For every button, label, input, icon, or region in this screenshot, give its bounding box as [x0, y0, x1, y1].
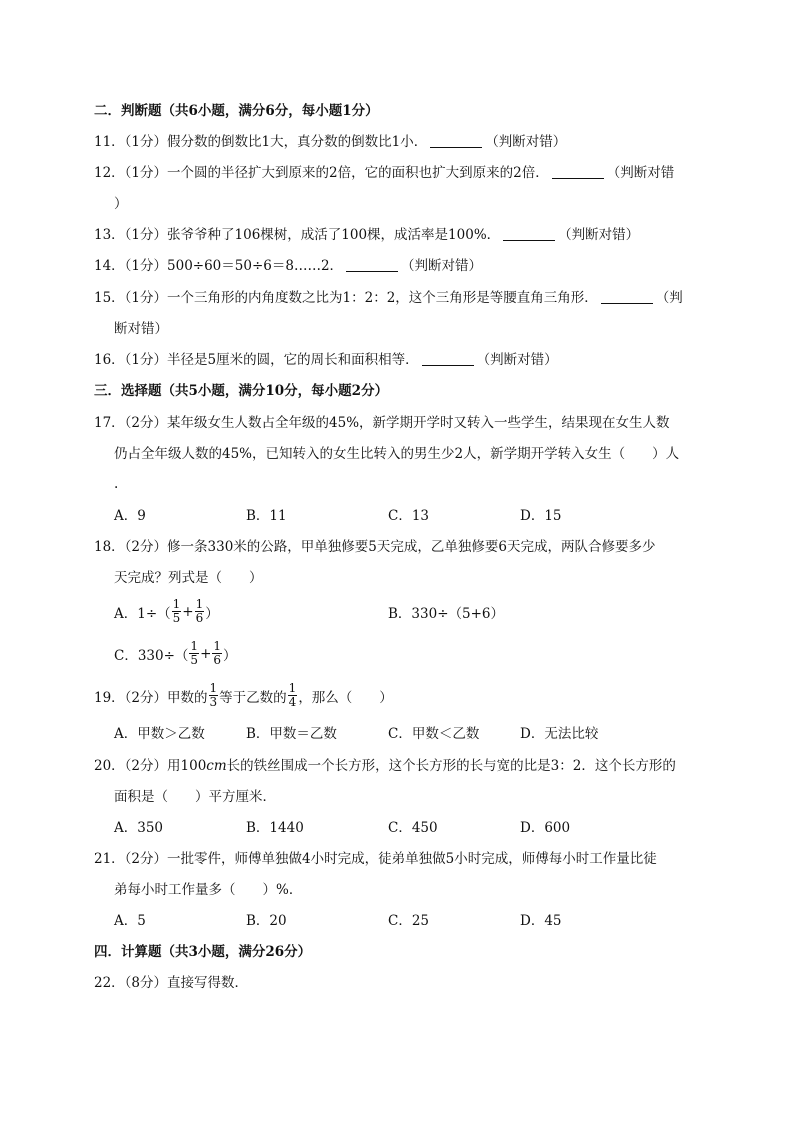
fraction-one-fifth [189, 640, 199, 667]
q19-option-b[interactable]: B．甲数＝乙数 [246, 726, 337, 742]
fraction-numerator: 1 [213, 639, 222, 653]
question-21-line-1: 21．（2分）一批零件，师傅单独做4小时完成，徒弟单独做5小时完成，师傅每小时工作量比徒 [94, 851, 657, 867]
q19-option-a[interactable]: A．甲数＞乙数 [114, 726, 205, 742]
q20-option-b[interactable]: B．1440 [246, 820, 304, 836]
question-17-line-2: 仍占全年级人数的45%，已知转入的女生比转入的男生少2人，新学期开学转入女生（ ）人 [114, 446, 680, 462]
question-17-line-3: . [114, 476, 119, 492]
question-12-tail: （判断对错 [606, 165, 675, 181]
fraction-one-third [209, 682, 219, 709]
fraction-denominator: 5 [172, 611, 181, 625]
close-paren: ） [223, 647, 237, 664]
question-11 [94, 132, 566, 152]
q18-option-c-prefix: C．330÷（ [114, 647, 189, 664]
fraction-numerator: 1 [190, 639, 199, 653]
fraction-numerator: 1 [288, 681, 297, 695]
fraction-numerator: 1 [195, 597, 204, 611]
fraction-denominator: 4 [288, 695, 297, 709]
question-19 [94, 682, 393, 709]
question-19-prefix: 19．（2分）甲数的 [94, 689, 208, 706]
question-12 [94, 163, 674, 183]
question-13-text: 13．（1分）张爷爷种了106棵树，成活了100棵，成活率是100%． [94, 227, 501, 243]
close-paren: ） [205, 605, 219, 622]
q18-option-a-prefix: A．1÷（ [114, 605, 171, 622]
fraction-denominator: 3 [209, 695, 218, 709]
question-15-tail: （判 [655, 290, 683, 306]
question-11-text: 11．（1分）假分数的倒数比1大，真分数的倒数比1小． [94, 134, 428, 150]
q18-option-a[interactable] [114, 598, 219, 625]
fraction-denominator: 5 [190, 653, 199, 667]
q21-option-c[interactable]: C．25 [388, 913, 430, 929]
q19-option-d[interactable]: D．无法比较 [520, 726, 599, 742]
q17-option-d[interactable]: D．15 [520, 508, 562, 524]
question-19-suffix: ，那么（ ） [298, 689, 393, 706]
question-20-line-1-a: 20．（2分）用100 [94, 758, 207, 774]
q17-option-b[interactable]: B．11 [246, 508, 287, 524]
q20-option-d[interactable]: D．600 [520, 820, 571, 836]
question-16-text: 16．（1分）半径是5厘米的圆，它的周长和面积相等． [94, 352, 419, 368]
question-20-line-1-b: 长的铁丝围成一个长方形，这个长方形的长与宽的比是3：2．这个长方形的 [226, 758, 676, 774]
q21-option-d[interactable]: D．45 [520, 913, 562, 929]
answer-blank[interactable] [346, 257, 398, 272]
question-13 [94, 225, 639, 245]
q20-option-a[interactable]: A．350 [114, 820, 164, 836]
q20-option-c[interactable]: C．450 [388, 820, 438, 836]
answer-blank[interactable] [552, 164, 604, 179]
answer-blank[interactable] [430, 133, 482, 148]
question-22: 22．（8分）直接写得数． [94, 975, 249, 991]
unit-cm: cm [206, 758, 227, 774]
question-14-text: 14．（1分）500÷60＝50÷6＝8……2． [94, 258, 344, 274]
answer-blank[interactable] [601, 289, 653, 304]
question-16-tail: （判断对错） [476, 352, 558, 368]
question-19-mid: 等于乙数的 [219, 689, 287, 706]
question-13-tail: （判断对错） [558, 227, 640, 243]
fraction-one-fifth [172, 598, 182, 625]
question-12-text: 12．（1分）一个圆的半径扩大到原来的2倍，它的面积也扩大到原来的2倍． [94, 165, 549, 181]
question-18-line-1: 18．（2分）修一条330米的公路，甲单独修要5天完成，乙单独修要6天完成，两队合修要多少 [94, 539, 656, 555]
fraction-one-sixth [212, 640, 222, 667]
q19-option-c[interactable]: C．甲数＜乙数 [388, 726, 480, 742]
question-20-line-2: 面积是（ ）平方厘米． [114, 789, 276, 805]
q21-option-a[interactable]: A．5 [114, 913, 146, 929]
question-14 [94, 256, 482, 276]
answer-blank[interactable] [503, 226, 555, 241]
question-15 [94, 288, 683, 308]
question-18-line-2: 天完成？列式是（ ） [114, 570, 263, 586]
fraction-numerator: 1 [172, 597, 181, 611]
q17-option-a[interactable]: A．9 [114, 508, 146, 524]
q18-option-b[interactable]: B．330÷（5+6） [388, 606, 504, 622]
question-15-continuation: 断对错） [114, 321, 168, 337]
plus-sign: + [200, 645, 212, 662]
section-title-judgement: 二．判断题（共6小题，满分6分，每小题1分） [94, 103, 379, 119]
section-title-choice: 三．选择题（共5小题，满分10分，每小题2分） [94, 383, 389, 399]
fraction-one-sixth [195, 598, 205, 625]
question-17-line-1: 17．（2分）某年级女生人数占全年级的45%，新学期开学时又转入一些学生，结果现在女生人数 [94, 415, 670, 431]
fraction-denominator: 6 [195, 611, 204, 625]
fraction-numerator: 1 [209, 681, 218, 695]
answer-blank[interactable] [422, 351, 474, 366]
plus-sign: + [182, 603, 194, 620]
question-20-line-1 [94, 756, 676, 776]
fraction-denominator: 6 [213, 653, 222, 667]
section-title-calculation: 四．计算题（共3小题，满分26分） [94, 944, 312, 960]
question-11-tail: （判断对错） [485, 134, 567, 150]
question-15-text: 15．（1分）一个三角形的内角度数之比为1：2：2，这个三角形是等腰直角三角形． [94, 290, 598, 306]
question-14-tail: （判断对错） [401, 258, 483, 274]
q17-option-c[interactable]: C．13 [388, 508, 430, 524]
question-16 [94, 350, 558, 370]
q21-option-b[interactable]: B．20 [246, 913, 287, 929]
question-21-line-2: 弟每小时工作量多（ ）%． [114, 882, 303, 898]
q18-option-c[interactable] [114, 640, 237, 667]
question-12-continuation: ） [114, 196, 128, 212]
fraction-one-fourth [288, 682, 298, 709]
